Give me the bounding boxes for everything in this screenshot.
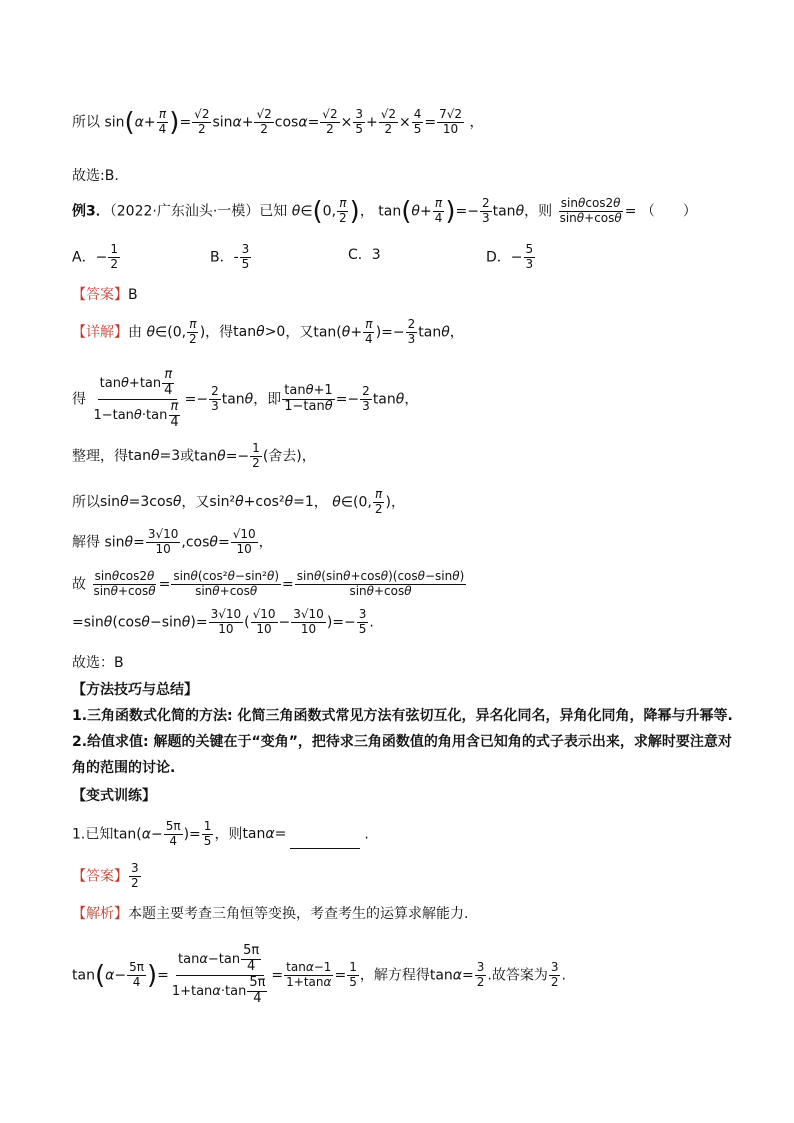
- answer-tag: 【答案】: [72, 287, 128, 303]
- step-text-3: ，: [258, 534, 273, 551]
- detail-text-3: ，又: [285, 324, 314, 341]
- detail-tag: 【详解】: [72, 324, 128, 341]
- or-text: 或: [180, 448, 195, 465]
- option-c: C．3: [348, 247, 381, 263]
- step-therefore-2: [72, 608, 734, 637]
- suffix-text: ，: [469, 114, 484, 131]
- math-sin-sum: sin(α+ $\frac{\pi}{4}$ )= $\frac{√2}{2}$ sinα+ $\frac{√2}{2}$ cosα= $\frac{√2}{2}$ × $\frac{3}{5}$ + $\frac{√2}{2}$ × $\frac{4}{5}$ = $\frac{7√2}{10}$: [104, 107, 462, 138]
- math-variant-target: tanα=: [242, 825, 287, 842]
- math-theta-range: θ∈(0, $\frac{\pi}{2}$ ): [291, 196, 360, 227]
- step-text-2: ,: [181, 534, 186, 551]
- choice-line: 故选:B.: [72, 168, 119, 184]
- answer-value: B: [128, 287, 138, 303]
- step-text: 故: [72, 576, 86, 593]
- detail-text-1: 由: [128, 324, 142, 341]
- line-sin-result: [72, 108, 734, 137]
- math-tan-3: tanθ=3: [128, 447, 181, 464]
- example-source: （2022·广东汕头·一模）已知: [109, 203, 288, 220]
- step-text-1: 所以: [72, 494, 100, 511]
- methods-para-1: 1.三角函数式化简的方法: 化简三角函数式常见方法有弦切互化，异名化同名，异角化同角，降幂与升幂等.: [72, 708, 733, 724]
- detail-line-1: [72, 318, 734, 347]
- analysis-text: 本题主要考查三角恒等变换，考查考生的运算求解能力.: [128, 906, 469, 922]
- variant-question: [72, 820, 734, 849]
- math-target-expr: $\frac{\sin\theta\cos 2\theta}{\sin\theta+\cos\theta}$ =: [559, 196, 637, 225]
- option-b: B．- $\frac{3}{5}$: [210, 242, 250, 271]
- step-rearrange: [72, 442, 734, 471]
- discard-text: (舍去)，: [262, 448, 316, 465]
- detail-text-2: ，得: [205, 324, 234, 341]
- step-solve: [72, 528, 734, 557]
- detail-text-4: ，: [449, 324, 464, 341]
- math-final-answer: $\frac{3}{2}$: [550, 960, 559, 989]
- methods-title: 【方法技巧与总结】: [72, 682, 198, 698]
- analysis-line: [72, 906, 734, 923]
- math-analysis: tan(α− $\frac{5\pi}{4}$ )= tanα−tan $\frac{5\pi}{4}$ 1+tanα·tan $\frac{5\pi}{4}$ = $\frac{\tan\alpha-1}{1+\tan\alpha}$ = $\frac{1}{5}$: [72, 943, 357, 1006]
- math-sin-value: sinθ= $\frac{3√10}{10}$: [104, 527, 179, 556]
- question-mid: ，则: [214, 826, 243, 843]
- math-tan-positive: tanθ>0: [233, 323, 286, 340]
- step-text-1: 解得: [72, 534, 100, 551]
- analysis-text-1: ，解方程得: [359, 967, 430, 984]
- answer-blank: [290, 834, 360, 849]
- final-choice: 故选：B: [72, 655, 124, 671]
- step-text-2: ，即: [253, 391, 282, 408]
- math-tan-given: tan(θ+ $\frac{\pi}{4}$ )=− $\frac{2}{3}$ tanθ: [313, 317, 450, 346]
- analysis-text-3: .: [561, 967, 566, 984]
- math-tan-condition: tan(θ+ $\frac{\pi}{4}$ )=− $\frac{2}{3}$ tanθ: [378, 196, 525, 227]
- answer2-tag: 【答案】: [72, 868, 128, 885]
- sep-text: ，: [359, 203, 374, 220]
- example-3-question: [72, 197, 734, 226]
- step-text-4: ，: [390, 494, 405, 511]
- prefix-text: 所以: [72, 114, 100, 131]
- step-text-3: ，: [313, 494, 328, 511]
- math-tan-neg-half: tanθ=− $\frac{1}{2}$: [194, 441, 260, 470]
- math-cos-value: cosθ= $\frac{√10}{10}$: [185, 527, 256, 556]
- math-detail-range: θ∈(0, $\frac{\pi}{2}$ ): [146, 317, 206, 346]
- then-text: ，则: [524, 203, 553, 220]
- option-d: D．− $\frac{5}{3}$: [486, 242, 534, 271]
- question-end: .: [364, 826, 369, 843]
- methods-para-2b: 角的范围的讨论.: [72, 760, 176, 776]
- math-pythag: sin²θ+cos²θ=1: [209, 493, 314, 510]
- option-a: A．− $\frac{1}{2}$: [72, 242, 118, 271]
- step-so: [72, 488, 734, 517]
- analysis-tag: 【解析】: [72, 906, 128, 922]
- math-tan-alpha-result: tanα= $\frac{3}{2}$: [429, 960, 485, 989]
- blank-paren: （ ）: [640, 203, 697, 220]
- math-variant-given: tan(α− $\frac{5\pi}{4}$ )= $\frac{1}{5}$: [113, 819, 212, 848]
- example-label: 例3．: [72, 203, 110, 220]
- math-therefore-1: $\frac{\sin\theta\cos 2\theta}{\sin\theta+\cos\theta}$ = $\frac{\text{sinθ(cos²θ−sin²θ)}}{\sin\theta+\cos\theta}$ = $\frac{\sin\theta(\sin\theta+\cos\theta)(\cos\theta-\sin\theta)}{\sin\theta+\cos\theta}$: [93, 569, 465, 598]
- methods-para-2a: 2.给值求值: 解题的关键在于“变角”，把待求三角函数值的角用含已知角的式子表示出来，求解时要注意对: [72, 734, 732, 750]
- step-text-3: ，: [404, 391, 419, 408]
- math-simplified: $\frac{\tan\theta+1}{1-\tan\theta}$ =− $\frac{2}{3}$ tanθ: [284, 382, 405, 414]
- answer2-line: [72, 862, 734, 891]
- analysis-text-2: .故答案为: [487, 967, 548, 984]
- analysis-derivation: [72, 944, 734, 1007]
- step-text: 整理，得: [72, 448, 128, 465]
- step-text-1: 得: [72, 391, 86, 408]
- step-text-2: ，又: [181, 494, 210, 511]
- question-prefix: 1.已知: [72, 826, 114, 843]
- math-expand: tanθ+tan $\frac{\pi}{4}$ 1−tanθ·tan $\frac{\pi}{4}$ =− $\frac{2}{3}$ tanθ: [93, 367, 254, 430]
- math-sin-3cos: sinθ=3cosθ: [100, 493, 182, 510]
- math-therefore-2: =sinθ(cosθ−sinθ)= $\frac{3√10}{10}$ ( $\frac{√10}{10}$ − $\frac{3√10}{10}$ )=− $\frac{3}{5}$ .: [72, 607, 374, 636]
- math-range-repeat: θ∈(0, $\frac{\pi}{2}$ ): [332, 487, 391, 516]
- step-expand: [72, 368, 734, 431]
- answer-line: [72, 287, 734, 304]
- math-answer-3-2: $\frac{3}{2}$: [131, 861, 139, 890]
- step-therefore: [72, 570, 734, 599]
- variant-title: 【变式训练】: [72, 788, 156, 804]
